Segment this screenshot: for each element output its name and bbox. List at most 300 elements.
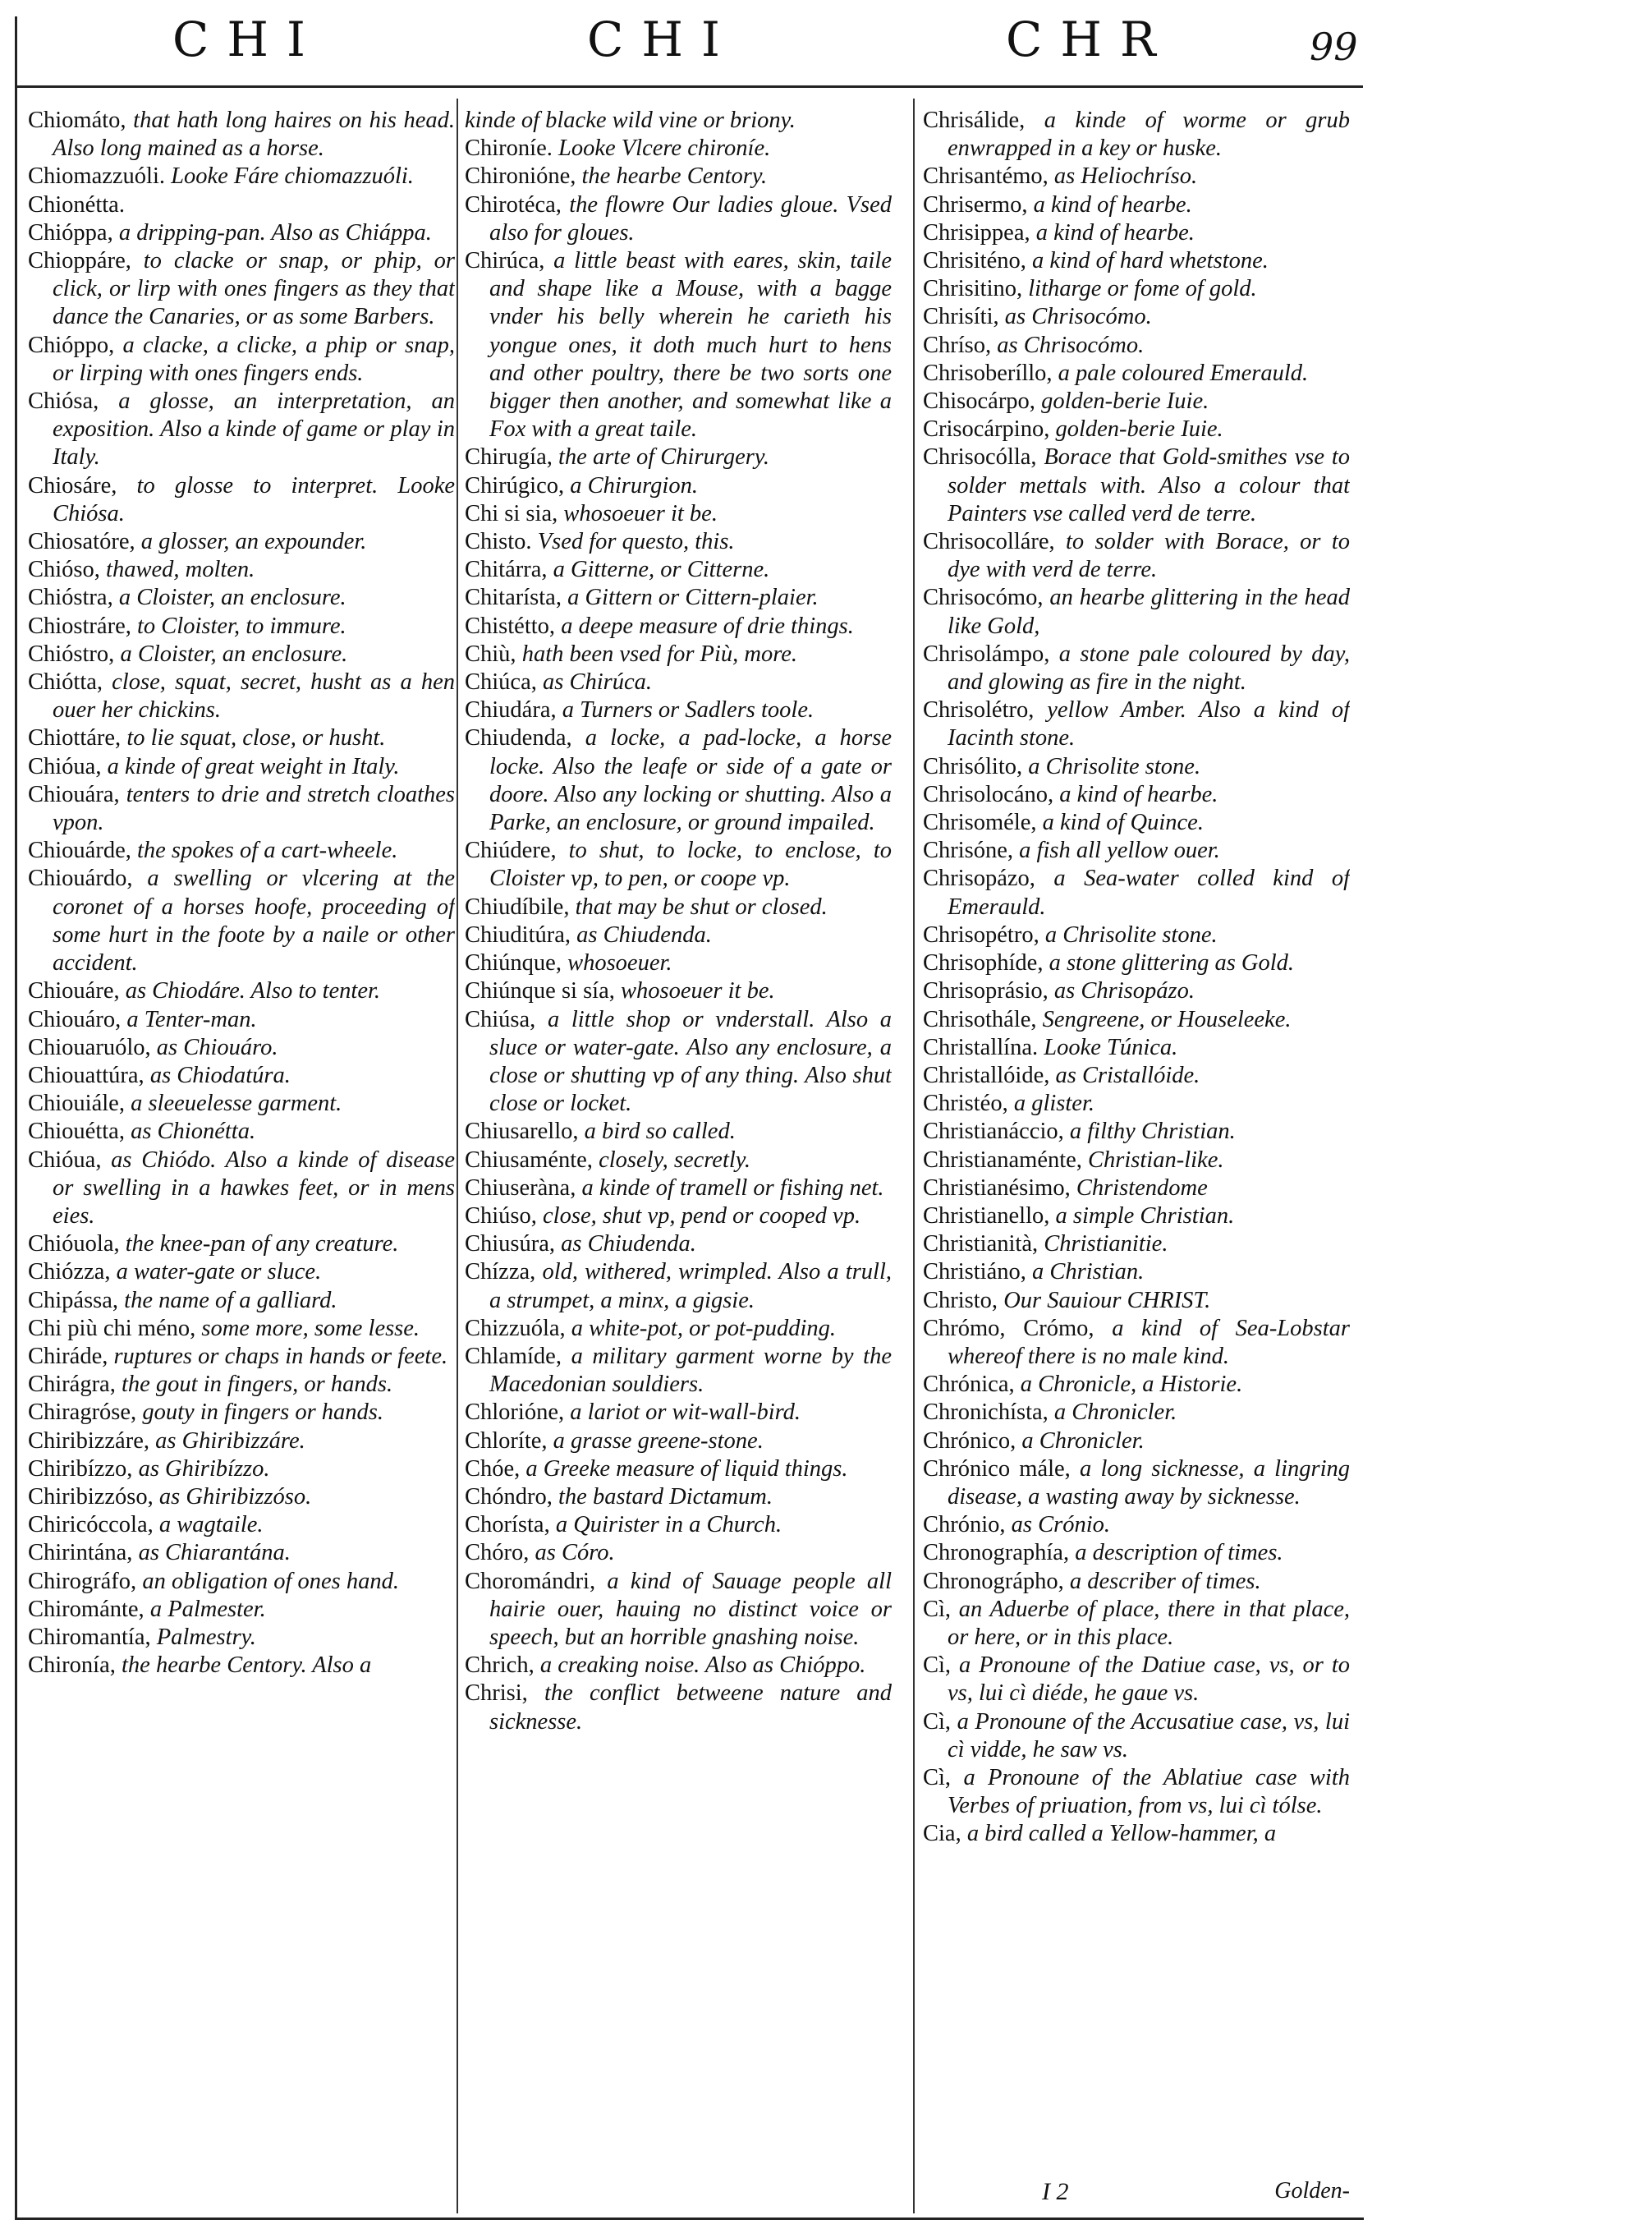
dictionary-entry: [923, 584, 1350, 640]
dictionary-entry: [923, 781, 1350, 809]
entry-definition: a Palmester.: [149, 1596, 266, 1622]
entry-definition: the arte of Chirurgery.: [558, 444, 770, 471]
entry-definition: kinde of blacke wild vine or briony.: [465, 108, 796, 133]
dictionary-entry: [465, 669, 892, 696]
dictionary-entry: [923, 191, 1350, 219]
dictionary-entry: [465, 1174, 892, 1202]
entry-definition: the hearbe Centory.: [581, 163, 768, 190]
entry-definition: a bird so called.: [584, 1119, 736, 1145]
entry-definition: a kind of Sea-Lobstar whereof there is no male kind.: [948, 1315, 1350, 1369]
entry-definition: to clacke or snap, or phip, or click, or lirp with ones fingers as they that dance the Canaries, or as some Barbers.: [53, 248, 455, 330]
dictionary-entry: [28, 1258, 455, 1286]
entry-headword: Chióua,: [28, 1147, 102, 1173]
entry-definition: old, withered, wrimpled. Also a trull, a strumpet, a minx, a gigsie.: [489, 1259, 892, 1313]
entry-definition: a lariot or wit-wall-bird.: [570, 1399, 801, 1426]
entry-definition: litharge or fome of gold.: [1028, 276, 1257, 302]
entry-headword: Chióppo,: [28, 332, 115, 358]
dictionary-entry: [923, 1174, 1350, 1202]
entry-definition: a Cloister, an enclosure.: [120, 641, 348, 667]
entry-definition: the gout in fingers, or hands.: [121, 1372, 393, 1398]
entry-headword: Chi si sia,: [465, 500, 558, 526]
dictionary-entry: [923, 977, 1350, 1005]
dictionary-entry: [28, 219, 455, 247]
entry-definition: a little shop or vnderstall. Also a sluce or water-gate. Also any enclosure, a close or shutting vp of any thing. Also shut close or locket.: [489, 1006, 892, 1117]
entry-headword: Chirotéca,: [465, 191, 562, 218]
entry-headword: Cì,: [923, 1652, 952, 1679]
entry-definition: some more, some lesse.: [201, 1315, 420, 1341]
entry-definition: a Chirurgion.: [570, 472, 698, 499]
entry-headword: Chirúca,: [465, 248, 545, 274]
entry-headword: Chironía,: [28, 1652, 116, 1679]
entry-headword: Chrisi,: [465, 1680, 528, 1707]
entry-headword: Chiosatóre,: [28, 529, 135, 555]
entry-headword: Chionétta.: [28, 191, 125, 218]
entry-headword: Chrisitino,: [923, 276, 1023, 302]
entry-definition: as Chiodáre. Also to tenter.: [125, 978, 381, 1004]
entry-headword: Chiusúra,: [465, 1231, 556, 1257]
dictionary-entry: [28, 1596, 455, 1624]
entry-definition: a long sicknesse, a lingring disease, a wasting away by sicknesse.: [948, 1455, 1350, 1510]
dictionary-entry: [465, 1427, 892, 1455]
entry-headword: Chiouattúra,: [28, 1062, 145, 1088]
entry-headword: Chiúca,: [465, 669, 537, 696]
entry-headword: Cì,: [923, 1764, 952, 1790]
dictionary-entry: [28, 1230, 455, 1258]
entry-definition: a dripping-pan. Also as Chiáppa.: [118, 219, 432, 246]
entry-definition: as Chiódo. Also a kinde of disease or swelling in a hawkes feet, or in mens eies.: [53, 1147, 455, 1229]
entry-definition: a kind of hearbe.: [1059, 781, 1218, 807]
entry-headword: Chrónico mále,: [923, 1455, 1071, 1482]
entry-headword: Chrisopázo,: [923, 866, 1035, 892]
entry-headword: Chiúsa,: [465, 1006, 536, 1032]
entry-definition: Palmestry.: [156, 1624, 256, 1650]
dictionary-entry: [923, 1287, 1350, 1315]
entry-headword: Chrisoberíllo,: [923, 360, 1053, 386]
entry-headword: Crisocárpino,: [923, 416, 1050, 443]
entry-definition: as Chrisocómo.: [1004, 304, 1152, 330]
entry-headword: Chióstra,: [28, 585, 113, 611]
entry-headword: Chrisothále,: [923, 1006, 1037, 1032]
entry-definition: gouty in fingers or hands.: [142, 1399, 384, 1426]
entry-definition: a Chronicler.: [1053, 1399, 1177, 1426]
dictionary-entry: [923, 1539, 1350, 1567]
entry-headword: Chiouára,: [28, 781, 120, 807]
dictionary-entry: [28, 753, 455, 781]
entry-definition: a white-pot, or pot-pudding.: [571, 1315, 836, 1341]
dictionary-entry: [28, 1427, 455, 1455]
entry-definition: a deepe measure of drie things.: [561, 613, 854, 639]
dictionary-entry: [923, 1006, 1350, 1034]
entry-headword: Chiúso,: [465, 1202, 537, 1229]
dictionary-entry: [923, 641, 1350, 696]
entry-definition: a Pronoune of the Accusatiue case, vs, lui cì vidde, he saw vs.: [948, 1708, 1350, 1763]
entry-definition: that hath long haires on his head. Also long mained as a horse.: [53, 108, 455, 162]
dictionary-entry: [923, 163, 1350, 191]
entry-headword: Chrisantémo,: [923, 163, 1049, 190]
entry-definition: an Aduerbe of place, there in that place, or here, or in this place.: [948, 1596, 1350, 1650]
dictionary-entry: [465, 1315, 892, 1343]
entry-definition: a bird called a Yellow-hammer, a: [966, 1821, 1277, 1847]
entry-headword: Chistétto,: [465, 613, 556, 639]
header-middle-guideword: CHI: [587, 11, 738, 67]
entry-headword: Chrisolétro,: [923, 697, 1035, 724]
entry-definition: a pale coloured Emerauld.: [1058, 360, 1309, 386]
dictionary-entry: [28, 781, 455, 837]
entry-headword: Chiouiále,: [28, 1091, 125, 1117]
entry-definition: a Chrisolite stone.: [1044, 921, 1218, 948]
dictionary-entry: [28, 1371, 455, 1399]
entry-definition: a Quirister in a Church.: [555, 1512, 782, 1538]
entry-headword: Chiráde,: [28, 1343, 108, 1369]
header-left-guideword: CHI: [172, 11, 324, 67]
dictionary-entry: [28, 1090, 455, 1118]
dictionary-entry: [28, 388, 455, 472]
entry-headword: Chióuola,: [28, 1231, 120, 1257]
entry-headword: Chiudára,: [465, 697, 557, 724]
dictionary-entry: [28, 1062, 455, 1090]
entry-definition: a stone pale coloured by day, and glowing as fire in the night.: [948, 641, 1350, 696]
entry-headword: Chlorióne,: [465, 1399, 565, 1426]
entry-headword: Chirománte,: [28, 1596, 145, 1622]
entry-definition: a kinde of great weight in Italy.: [107, 753, 400, 779]
dictionary-entry: [28, 584, 455, 612]
dictionary-column-3: [923, 107, 1350, 2209]
entry-headword: Chiósa,: [28, 388, 99, 415]
dictionary-entry: [465, 163, 892, 191]
entry-definition: that may be shut or closed.: [575, 894, 828, 920]
entry-headword: Chrisálide,: [923, 108, 1026, 133]
entry-definition: hath been vsed for Più, more.: [521, 641, 798, 667]
entry-headword: Cì,: [923, 1596, 952, 1622]
entry-definition: the bastard Dictamum.: [558, 1483, 773, 1510]
dictionary-entry: [28, 837, 455, 865]
entry-headword: Chiouárde,: [28, 838, 131, 864]
entry-definition: Our Sauiour CHRIST.: [1003, 1287, 1211, 1313]
entry-definition: Vsed for questo, this.: [537, 529, 735, 555]
dictionary-entry: [923, 303, 1350, 331]
dictionary-entry: [923, 1511, 1350, 1539]
entry-definition: as Chrisocómo.: [997, 332, 1145, 358]
entry-definition: a swelling or vlcering at the coronet of a horses hoofe, proceeding of some hurt in the foote by a naile or other accident.: [53, 866, 455, 977]
entry-definition: to solder with Borace, or to dye with verd de terre.: [948, 529, 1350, 583]
entry-definition: to lie squat, close, or husht.: [126, 725, 386, 751]
entry-headword: Chiudenda,: [465, 725, 572, 751]
entry-headword: Chrómo, Crómo,: [923, 1315, 1094, 1341]
entry-headword: Chipássa,: [28, 1287, 119, 1313]
entry-headword: Cì,: [923, 1708, 952, 1735]
entry-definition: a Chronicle, a Historie.: [1020, 1372, 1243, 1398]
entry-headword: Chirágra,: [28, 1372, 116, 1398]
dictionary-entry: [28, 107, 455, 163]
entry-definition: a kind of hearbe.: [1035, 219, 1195, 246]
entry-definition: a Sea-water colled kind of Emerauld.: [948, 866, 1350, 920]
entry-definition: as Chirúca.: [542, 669, 652, 696]
entry-headword: Chronographía,: [923, 1540, 1070, 1566]
entry-headword: Chrisocólla,: [923, 444, 1037, 471]
dictionary-entry: [923, 1652, 1350, 1707]
entry-headword: Chronográpho,: [923, 1568, 1064, 1594]
dictionary-entry: [465, 444, 892, 471]
dictionary-entry: [923, 1764, 1350, 1820]
entry-headword: Christéo,: [923, 1091, 1008, 1117]
dictionary-entry: [465, 1230, 892, 1258]
entry-headword: Chiomazzuóli.: [28, 163, 166, 190]
entry-definition: the spokes of a cart-wheele.: [136, 838, 398, 864]
dictionary-entry: [465, 107, 892, 135]
entry-definition: the conflict betweene nature and sicknesse.: [489, 1680, 892, 1735]
entry-definition: closely, secretly.: [599, 1147, 750, 1173]
entry-definition: a creaking noise. Also as Chióppo.: [539, 1652, 866, 1679]
dictionary-entry: [923, 332, 1350, 360]
entry-definition: whosoeuer it be.: [563, 500, 718, 526]
entry-headword: Chiouárdo,: [28, 866, 133, 892]
entry-definition: a Pronoune of the Datiue case, vs, or to vs, lui cì diéde, he gaue vs.: [948, 1652, 1350, 1707]
dictionary-entry: [28, 1539, 455, 1567]
entry-headword: Chiragróse,: [28, 1399, 137, 1426]
dictionary-entry: [465, 1258, 892, 1314]
dictionary-entry: [923, 1568, 1350, 1596]
entry-headword: Chóe,: [465, 1455, 521, 1482]
entry-definition: a Gittern or Cittern-plaier.: [567, 585, 819, 611]
entry-headword: Chiouaruólo,: [28, 1034, 151, 1060]
dictionary-entry: [28, 332, 455, 388]
entry-definition: Christianitie.: [1044, 1231, 1168, 1257]
entry-headword: Chrisopétro,: [923, 921, 1039, 948]
dictionary-entry: [923, 1230, 1350, 1258]
entry-headword: Chitárra,: [465, 557, 548, 583]
dictionary-entry: [28, 1006, 455, 1034]
dictionary-entry: [28, 1652, 455, 1680]
entry-definition: a Tenter-man.: [126, 1006, 257, 1032]
entry-headword: Chiosáre,: [28, 472, 117, 499]
dictionary-entry: [465, 977, 892, 1005]
entry-headword: Chorísta,: [465, 1512, 550, 1538]
entry-headword: Chizzuóla,: [465, 1315, 566, 1341]
dictionary-entry: [923, 1708, 1350, 1764]
dictionary-entry: [923, 865, 1350, 921]
entry-headword: Christianésimo,: [923, 1174, 1071, 1201]
dictionary-entry: [923, 1258, 1350, 1286]
dictionary-entry: [923, 837, 1350, 865]
entry-headword: Chiúnque si sía,: [465, 978, 615, 1004]
entry-headword: Christallína.: [923, 1034, 1039, 1060]
entry-definition: Looke Vlcere chironíe.: [558, 136, 771, 162]
dictionary-entry: [923, 1455, 1350, 1511]
entry-headword: Chrónio,: [923, 1512, 1006, 1538]
entry-definition: the flowre Our ladies gloue. Vsed also for gloues.: [489, 191, 892, 246]
entry-headword: Chisto.: [465, 529, 532, 555]
dictionary-entry: [465, 696, 892, 724]
entry-headword: Cia,: [923, 1821, 961, 1847]
dictionary-entry: [28, 1624, 455, 1652]
dictionary-entry: [28, 472, 455, 528]
dictionary-entry: [465, 500, 892, 528]
dictionary-entry: [923, 1596, 1350, 1652]
entry-headword: Chiusaménte,: [465, 1147, 593, 1173]
entry-definition: a military garment worne by the Macedonian souldiers.: [489, 1343, 892, 1398]
entry-definition: Looke Túnica.: [1044, 1034, 1178, 1060]
entry-definition: Borace that Gold-smithes vse to solder mettals with. Also a colour that Painters vse called verd de terre.: [948, 444, 1350, 526]
dictionary-entry: [28, 1399, 455, 1427]
dictionary-entry: [28, 865, 455, 977]
entry-definition: close, squat, secret, husht as a hen ouer her chickins.: [53, 669, 455, 724]
entry-headword: Chrisóne,: [923, 838, 1014, 864]
entry-headword: Chiótta,: [28, 669, 103, 696]
entry-headword: Chiouáre,: [28, 978, 120, 1004]
dictionary-entry: [465, 949, 892, 977]
page-number: 99: [1310, 25, 1358, 69]
entry-headword: Chrisophíde,: [923, 950, 1044, 977]
dictionary-entry: [28, 613, 455, 641]
entry-headword: Chiricóccola,: [28, 1512, 154, 1538]
dictionary-entry: [465, 1006, 892, 1119]
entry-headword: Chiottáre,: [28, 725, 122, 751]
dictionary-entry: [28, 1511, 455, 1539]
entry-headword: Chirugía,: [465, 444, 553, 471]
entry-headword: Chrisocómo,: [923, 585, 1044, 611]
dictionary-entry: [28, 1147, 455, 1231]
dictionary-entry: [28, 1483, 455, 1511]
dictionary-entry: [923, 696, 1350, 752]
entry-definition: whosoeuer it be.: [621, 978, 775, 1004]
entry-headword: Chiusarello,: [465, 1119, 579, 1145]
entry-definition: a Christian.: [1032, 1259, 1145, 1285]
entry-definition: golden-berie Iuie.: [1055, 416, 1223, 443]
entry-definition: as Chiouáro.: [156, 1034, 278, 1060]
entry-headword: Chiromantía,: [28, 1624, 151, 1650]
dictionary-entry: [465, 191, 892, 247]
entry-definition: ruptures or chaps in hands or feete.: [113, 1343, 448, 1369]
entry-definition: a description of times.: [1075, 1540, 1283, 1566]
dictionary-entry: [923, 1090, 1350, 1118]
dictionary-entry: [465, 1147, 892, 1174]
entry-headword: Chitarísta,: [465, 585, 562, 611]
entry-definition: as Ghiribízzo.: [138, 1455, 270, 1482]
entry-definition: whosoeuer.: [567, 950, 672, 977]
dictionary-entry: [923, 416, 1350, 444]
entry-headword: Christianità,: [923, 1231, 1039, 1257]
entry-definition: a kind of hearbe.: [1033, 191, 1192, 218]
entry-headword: Chrisolámpo,: [923, 641, 1050, 667]
dictionary-entry: [923, 107, 1350, 163]
entry-definition: the name of a galliard.: [124, 1287, 337, 1313]
entry-headword: Chríso,: [923, 332, 992, 358]
dictionary-entry: [923, 1820, 1350, 1848]
dictionary-entry: [465, 556, 892, 584]
entry-definition: a water-gate or sluce.: [116, 1259, 322, 1285]
dictionary-entry: [465, 1202, 892, 1230]
entry-definition: a kinde of tramell or fishing net.: [581, 1174, 884, 1201]
dictionary-entry: [465, 1118, 892, 1146]
dictionary-entry: [465, 1399, 892, 1427]
entry-headword: Chironióne,: [465, 163, 576, 190]
entry-headword: Chrisocolláre,: [923, 529, 1055, 555]
entry-definition: an obligation of ones hand.: [142, 1568, 400, 1594]
dictionary-entry: [465, 584, 892, 612]
entry-headword: Chiouétta,: [28, 1119, 125, 1145]
entry-definition: a locke, a pad-locke, a horse locke. Also the leafe or side of a gate or doore. Also any locking or shutting. Also a Parke, an enclosure, or ground impailed.: [489, 725, 892, 836]
entry-definition: to shut, to locke, to enclose, to Cloister vp, to pen, or coope vp.: [489, 838, 892, 892]
dictionary-entry: [923, 1147, 1350, 1174]
entry-definition: a filthy Christian.: [1069, 1119, 1236, 1145]
dictionary-entry: [923, 1371, 1350, 1399]
entry-headword: Chirográfo,: [28, 1568, 137, 1594]
column-rule-2: [913, 99, 915, 2213]
entry-definition: a sleeuelesse garment.: [131, 1091, 342, 1117]
dictionary-entry: [465, 1483, 892, 1511]
dictionary-entry: [923, 1118, 1350, 1146]
dictionary-entry: [923, 949, 1350, 977]
entry-definition: an hearbe glittering in the head like Gold,: [948, 585, 1350, 639]
entry-headword: Christianáccio,: [923, 1119, 1064, 1145]
entry-headword: Chioppáre,: [28, 248, 131, 274]
dictionary-entry: [923, 1399, 1350, 1427]
dictionary-entry: [923, 360, 1350, 388]
entry-definition: a glosser, an expounder.: [140, 529, 367, 555]
entry-headword: Chrisólito,: [923, 753, 1023, 779]
dictionary-entry: [465, 472, 892, 500]
entry-definition: Sengreene, or Houseleeke.: [1042, 1006, 1292, 1032]
dictionary-entry: [923, 444, 1350, 528]
header-rule: [16, 85, 1363, 88]
dictionary-entry: [923, 1427, 1350, 1455]
entry-headword: Chóndro,: [465, 1483, 553, 1510]
dictionary-entry: [465, 613, 892, 641]
dictionary-entry: [465, 135, 892, 163]
entry-headword: Chiuditúra,: [465, 921, 571, 948]
entry-headword: Chi più chi méno,: [28, 1315, 196, 1341]
dictionary-entry: [465, 528, 892, 556]
dictionary-column-2: [465, 107, 892, 2209]
entry-definition: as Chiodatúra.: [149, 1062, 291, 1088]
entry-definition: as Ghiribizzóso.: [158, 1483, 312, 1510]
signature-mark: I 2: [1042, 2178, 1069, 2205]
entry-headword: Chrisiténo,: [923, 248, 1026, 274]
entry-headword: Christallóide,: [923, 1062, 1050, 1088]
header-right-guideword: CHR: [1006, 11, 1174, 67]
dictionary-entry: [28, 1568, 455, 1596]
dictionary-entry: [28, 163, 455, 191]
entry-definition: a fish all yellow ouer.: [1019, 838, 1220, 864]
dictionary-entry: [28, 528, 455, 556]
entry-headword: Chrisoméle,: [923, 810, 1037, 836]
entry-definition: a kinde of worme or grub enwrapped in a key or huske.: [948, 108, 1350, 162]
entry-definition: a wagtaile.: [158, 1512, 264, 1538]
entry-definition: a clacke, a clicke, a phip or snap, or lirping with ones fingers ends.: [53, 332, 455, 386]
dictionary-entry: [923, 1202, 1350, 1230]
dictionary-entry: [28, 669, 455, 724]
dictionary-entry: [465, 724, 892, 837]
dictionary-entry: [465, 1455, 892, 1483]
entry-headword: Chiribizzóso,: [28, 1483, 154, 1510]
dictionary-column-1: [28, 107, 455, 2209]
entry-headword: Chrich,: [465, 1652, 535, 1679]
catchword: Golden-: [1274, 2178, 1350, 2204]
entry-headword: Chiribizzáre,: [28, 1427, 149, 1454]
entry-definition: to Cloister, to immure.: [136, 613, 346, 639]
dictionary-entry: [465, 1511, 892, 1539]
entry-headword: Chrisíti,: [923, 304, 999, 330]
dictionary-entry: [28, 977, 455, 1005]
page-footer: [923, 2178, 1350, 2211]
entry-definition: a stone glittering as Gold.: [1049, 950, 1295, 977]
dictionary-entry: [465, 1539, 892, 1567]
entry-headword: Chrónica,: [923, 1372, 1015, 1398]
dictionary-entry: [923, 809, 1350, 837]
dictionary-entry: [465, 641, 892, 669]
entry-definition: Christendome: [1076, 1174, 1208, 1201]
dictionary-entry: [28, 191, 455, 219]
